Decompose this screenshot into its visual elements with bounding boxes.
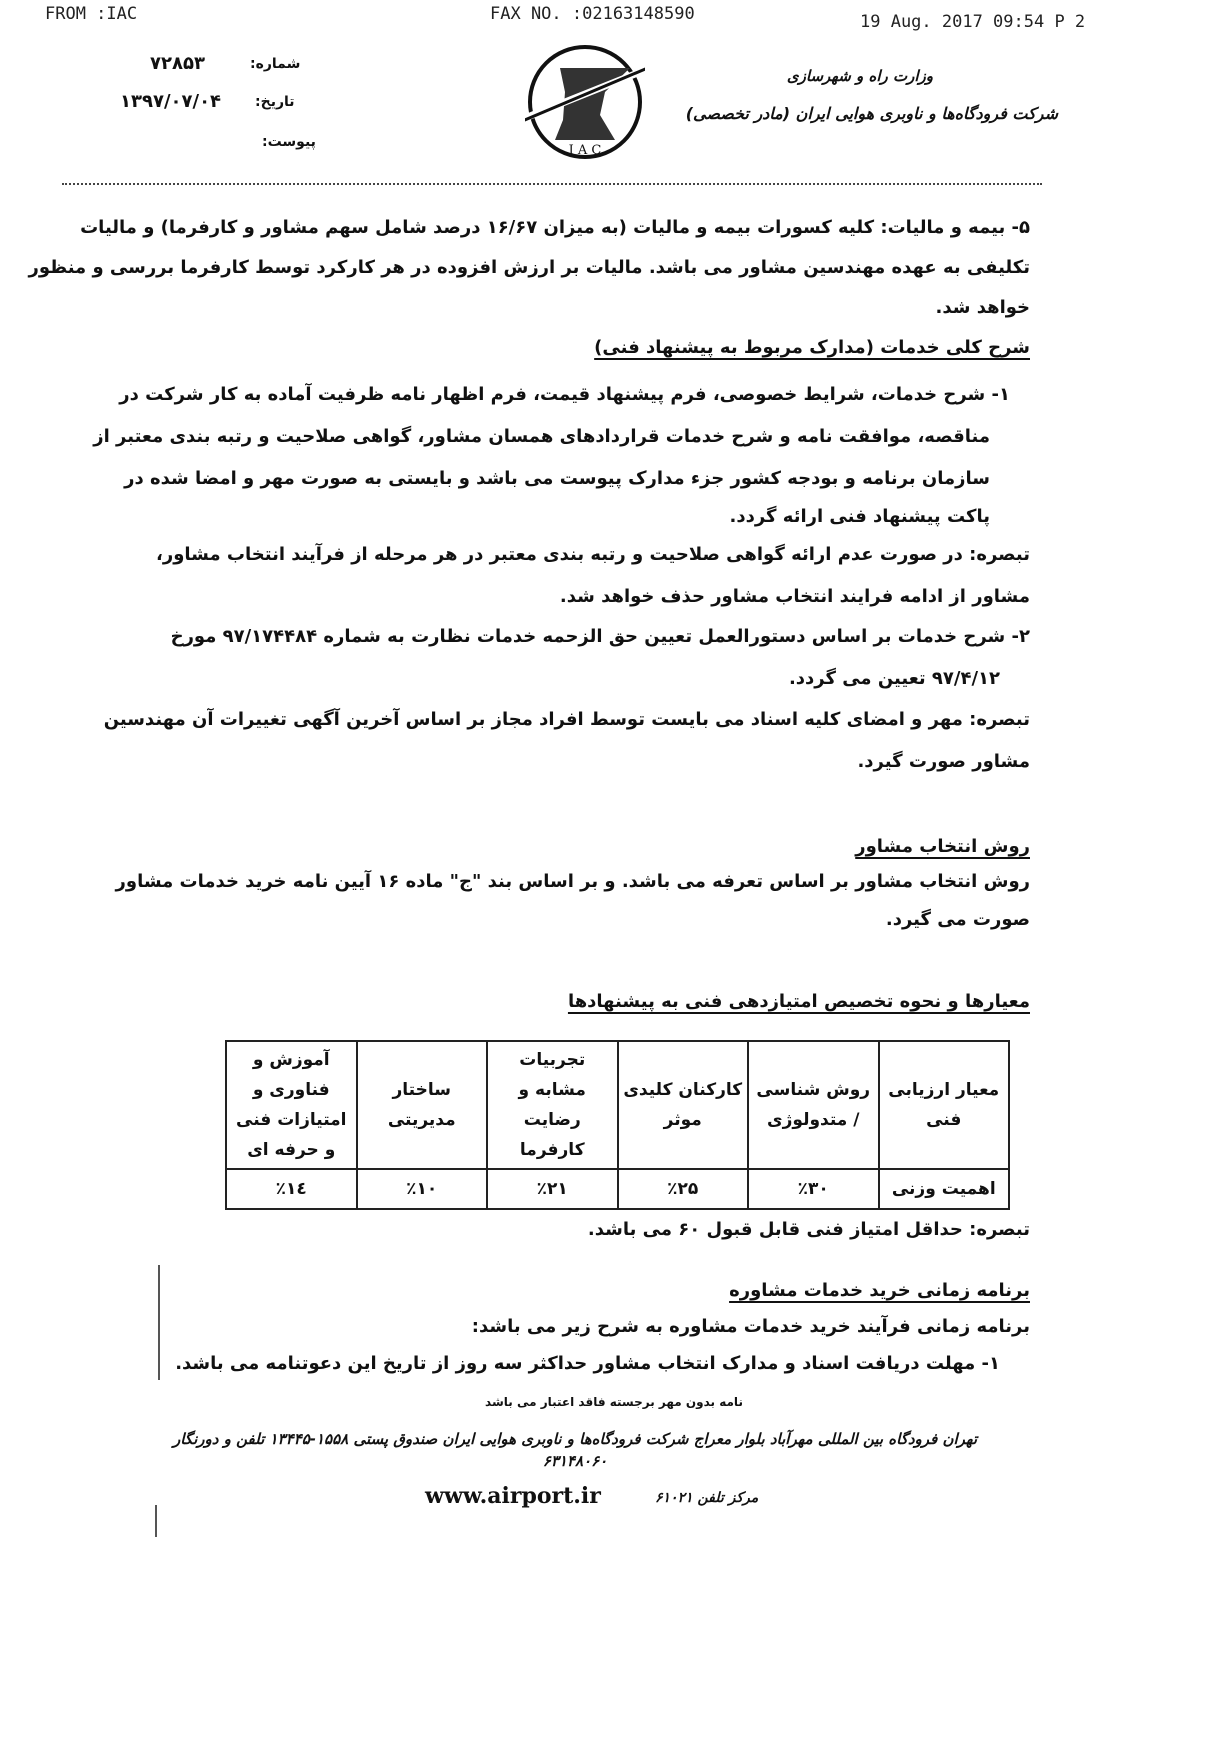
company-name: شرکت فرودگاه‌ها و ناوبری هوایی ایران (مادر تخصصی) xyxy=(685,104,1058,123)
table-header-cell: ساختار مدیریتی xyxy=(357,1041,488,1169)
call-center: مرکز تلفن ۶۱۰۲۱ xyxy=(655,1490,759,1506)
selection-heading: روش انتخاب مشاور xyxy=(855,836,1030,857)
item1-line-4: پاکت پیشنهاد فنی ارائه گردد. xyxy=(729,506,990,527)
item1-line-3: سازمان برنامه و بودجه کشور جزء مدارک پیوست می باشد و بایستی به صورت مهر و امضا شده در xyxy=(124,468,990,489)
number-value: ۷۲۸۵۳ xyxy=(150,53,205,74)
footer-address: تهران فرودگاه بین المللی مهرآباد بلوار معراج شرکت فرودگاه‌ها و ناوبری هوایی ایران صندوق پستی ۱۵۵۸-۱۳۴۴۵ تلفن و دورنگار ۶۳۱۴۸۰۶۰ xyxy=(172,1430,978,1470)
table-cell: ٪۱۰ xyxy=(357,1169,488,1209)
table-header-cell: تجربیات مشابه و رضایت کارفرما xyxy=(487,1041,618,1169)
criteria-heading: معیارها و نحوه تخصیص امتیازدهی فنی به پیشنهادها xyxy=(567,991,1030,1012)
logo-letters: I A C xyxy=(568,143,602,158)
company-logo xyxy=(525,40,645,160)
note1-line-2: مشاور از ادامه فرایند انتخاب مشاور حذف خواهد شد. xyxy=(559,586,1030,607)
item2-line-2: ۹۷/۴/۱۲ تعیین می گردد. xyxy=(788,668,1000,689)
table-header-cell: کارکنان کلیدی موثر xyxy=(618,1041,749,1169)
table-cell: ٪۲۱ xyxy=(487,1169,618,1209)
table-header-cell: معیار ارزیابی فنی xyxy=(879,1041,1010,1169)
table-header-row xyxy=(226,1041,1009,1169)
table-header-cell: روش شناسی / متدولوژی xyxy=(748,1041,879,1169)
attachment-label: پیوست: xyxy=(262,134,316,150)
criteria-note: تبصره: حداقل امتیاز فنی قابل قبول ۶۰ می باشد. xyxy=(587,1219,1030,1240)
table-cell: ٪۱٤ xyxy=(226,1169,357,1209)
note2-line-2: مشاور صورت گیرد. xyxy=(857,751,1030,772)
note2-line-1: تبصره: مهر و امضای کلیه اسناد می بایست توسط افراد مجاز بر اساس آخرین آگهی تغییرات آن مهندسین xyxy=(103,709,1030,730)
insurance-line-1: ۵- بیمه و مالیات: کلیه کسورات بیمه و مالیات (به میزان ۱۶/۶۷ درصد شامل سهم مشاور و کارفرما) و مالیات xyxy=(80,217,1030,238)
ministry-name: وزارت راه و شهرسازی xyxy=(786,67,933,85)
criteria-block xyxy=(225,1040,1030,1244)
fax-datetime: 19 Aug. 2017 09:54 P 2 xyxy=(860,12,1086,32)
fax-from: FROM :IAC xyxy=(45,4,138,24)
table-cell: ٪۲۵ xyxy=(618,1169,749,1209)
date-label: تاریخ: xyxy=(255,94,295,110)
item1-line-1: ۱- شرح خدمات، شرایط خصوصی، فرم پیشنهاد قیمت، فرم اظهار نامه ظرفیت آماده به کار شرکت در xyxy=(119,384,1010,405)
item2-line-1: ۲- شرح خدمات بر اساس دستورالعمل تعیین حق الزحمه خدمات نظارت به شماره ۹۷/۱۷۴۴۸۴ مورخ xyxy=(170,626,1030,647)
schedule-intro: برنامه زمانی فرآیند خرید خدمات مشاوره به شرح زیر می باشد: xyxy=(471,1316,1030,1337)
website: www.airport.ir xyxy=(425,1483,601,1509)
selection-line-1: روش انتخاب مشاور بر اساس تعرفه می باشد. و بر اساس بند "ج" ماده ۱۶ آیین نامه خرید خدمات مشاور xyxy=(115,871,1030,892)
insurance-line-3: خواهد شد. xyxy=(935,297,1030,318)
schedule-item-1: ۱- مهلت دریافت اسناد و مدارک انتخاب مشاور حداکثر سه روز از تاریخ این دعوتنامه می باشد. xyxy=(175,1353,1000,1374)
row-label: اهمیت وزنی xyxy=(879,1169,1010,1209)
note1-line-1: تبصره: در صورت عدم ارائه گواهی صلاحیت و رتبه بندی معتبر در هر مرحله از فرآیند انتخاب مشاور، xyxy=(156,544,1030,565)
header-divider xyxy=(62,183,1042,185)
item1-line-2: مناقصه، موافقت نامه و شرح خدمات قراردادهای همسان مشاور، گواهی صلاحیت و رتبه بندی معتبر از xyxy=(93,426,990,447)
table-header-cell: آموزش و فناوری و امتیازات فنی و حرفه ای xyxy=(226,1041,357,1169)
date-value: ۱۳۹۷/۰۷/۰۴ xyxy=(120,91,222,112)
table-cell: ٪۳۰ xyxy=(748,1169,879,1209)
number-label: شماره: xyxy=(250,56,301,72)
selection-line-2: صورت می گیرد. xyxy=(885,909,1030,930)
insurance-line-2: تکلیفی به عهده مهندسین مشاور می باشد. مالیات بر ارزش افزوده در هر کارکرد توسط کارفرما بررسی و منظور xyxy=(28,257,1030,278)
margin-mark xyxy=(155,1505,157,1537)
services-heading: شرح کلی خدمات (مدارک مربوط به پیشنهاد فنی) xyxy=(594,337,1030,358)
criteria-table xyxy=(225,1040,1010,1210)
schedule-heading: برنامه زمانی خرید خدمات مشاوره xyxy=(729,1280,1030,1301)
margin-mark xyxy=(158,1265,160,1380)
stamp-note: نامه بدون مهر برجسته فاقد اعتبار می باشد xyxy=(485,1395,743,1409)
fax-number: FAX NO. :02163148590 xyxy=(490,4,695,24)
table-row xyxy=(226,1169,1009,1209)
